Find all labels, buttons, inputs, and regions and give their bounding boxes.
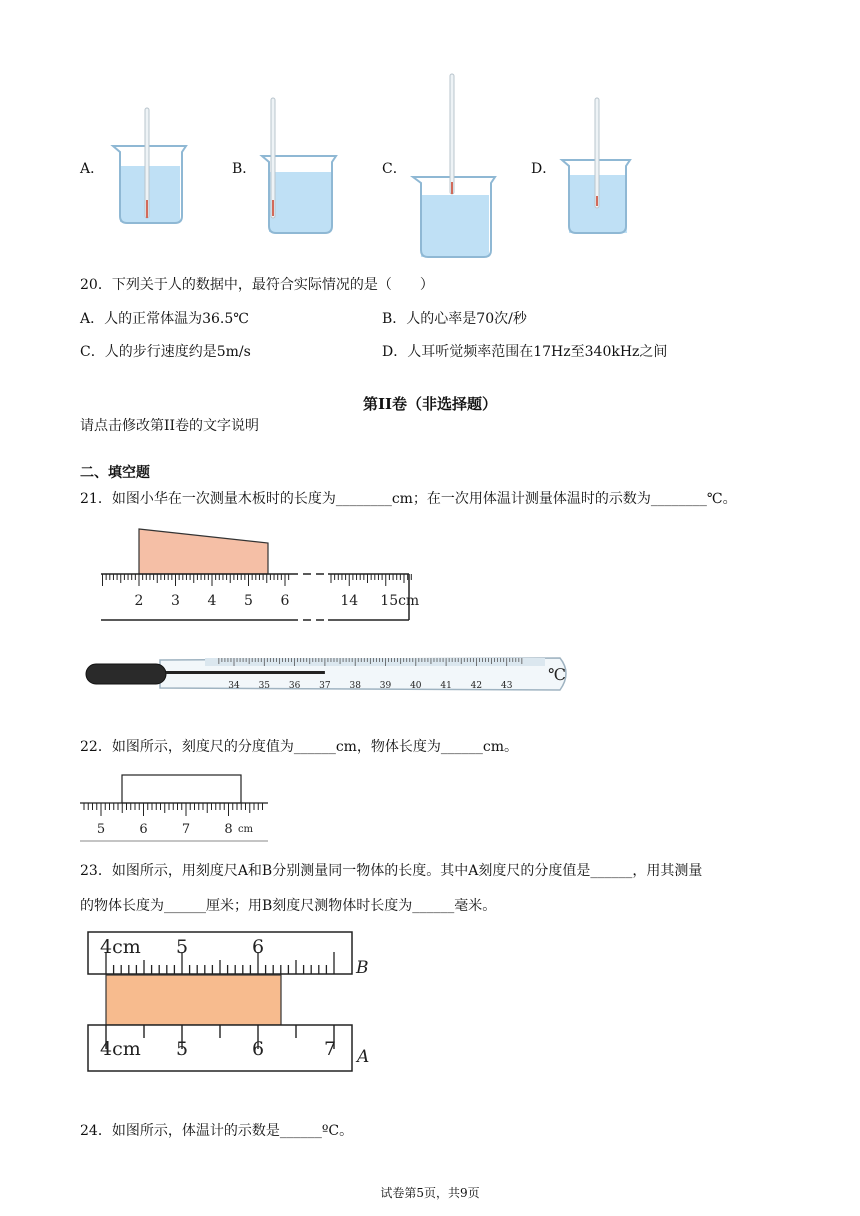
thermometer-unit: ℃ (548, 665, 566, 684)
ruler-labels (97, 822, 254, 837)
q20-option-c: C．人的步行速度约是5m/s (80, 344, 251, 360)
q21-ruler-figure (0, 515, 860, 635)
q20-option-a: A．人的正常体温为36.5℃ (80, 311, 249, 327)
ruler-b-name: B (356, 958, 369, 978)
q19-beakers-figure (0, 60, 860, 270)
mercury-column (166, 671, 325, 674)
ruler-labels (135, 593, 420, 609)
ruler-label: 7 (181, 822, 191, 837)
q24-question: 24．如图所示，体温计的示数是______ºC。 (80, 1123, 354, 1139)
ruler-label: 4 (207, 593, 217, 609)
ruler-label: 2 (134, 593, 144, 609)
q22-question: 22．如图所示，刻度尺的分度值为______cm，物体长度为______cm。 (80, 739, 519, 755)
q22-ruler-figure (0, 770, 400, 850)
thermometer-label: 38 (349, 681, 361, 691)
page-footer: 试卷第5页，共9页 (380, 1186, 480, 1200)
ruler-a-label: 6 (251, 1038, 265, 1060)
q20-question: 20．下列关于人的数据中，最符合实际情况的是（ ） (80, 277, 434, 293)
beaker-a (113, 108, 186, 223)
beaker-c (413, 74, 495, 257)
thermometer-label: 42 (470, 681, 483, 691)
part-title: 二、填空题 (80, 465, 150, 481)
ruler-label: 5 (96, 822, 106, 837)
ruler-unit: cm (237, 824, 254, 835)
thermometer-label: 41 (440, 681, 452, 691)
ruler-b-label: 4cm (100, 936, 141, 958)
ruler-label: 6 (139, 822, 148, 837)
ruler-b-label: 6 (251, 936, 265, 958)
ruler-b-label: 5 (175, 936, 189, 958)
ruler-label: 5 (244, 593, 253, 609)
q19-option-d-label: D． (531, 161, 557, 177)
thermometer-label: 36 (288, 681, 301, 691)
ruler-a-label: 7 (323, 1038, 337, 1060)
ruler-ticks (103, 574, 412, 586)
q19-option-a-label: A． (80, 161, 105, 177)
beaker-d (562, 98, 630, 233)
q19-option-c-label: C． (382, 161, 407, 177)
wooden-board (139, 529, 268, 574)
ruler-a-label: 4cm (100, 1038, 141, 1060)
q23-question-line1: 23．如图所示，用刻度尺A和B分别测量同一物体的长度。其中A刻度尺的分度值是______，用其测量 (80, 863, 703, 879)
thermometer-label: 40 (410, 681, 422, 691)
q19-option-b-label: B． (232, 161, 257, 177)
q23-question-line2: 的物体长度为______厘米；用B刻度尺测物体时长度为______毫米。 (80, 898, 497, 914)
q23-rulers-figure (0, 925, 500, 1075)
thermometer-label: 39 (379, 681, 392, 691)
thermometer-label: 37 (319, 681, 331, 691)
measured-block (106, 975, 281, 1025)
ruler-label: 3 (171, 593, 180, 609)
thermometer-label: 35 (258, 681, 271, 691)
q20-option-b: B．人的心率是70次/秒 (382, 311, 527, 327)
ruler-label: 6 (280, 593, 290, 609)
measured-object (122, 775, 241, 803)
thermometer-label: 34 (228, 681, 240, 691)
ruler-label: 14 (340, 593, 359, 609)
section-title: 第II卷（非选择题） (362, 395, 498, 413)
q19-options (0, 60, 860, 270)
thermometer-label: 43 (500, 681, 513, 691)
ruler-label: 8 (224, 822, 233, 837)
q21-question: 21．如图小华在一次测量木板时的长度为________cm；在一次用体温计测量体温时的示数为________℃。 (80, 491, 737, 507)
ruler-a-name: A (357, 1047, 370, 1067)
section-note: 请点击修改第II卷的文字说明 (80, 418, 260, 434)
q21-thermometer-figure (0, 645, 860, 705)
beaker-b (262, 98, 336, 233)
ruler-ticks (84, 803, 263, 816)
ruler-a-label: 5 (175, 1038, 189, 1060)
q20-option-d: D．人耳听觉频率范围在17Hz至340kHz之间 (382, 344, 668, 360)
ruler-label: 15cm (380, 593, 420, 609)
